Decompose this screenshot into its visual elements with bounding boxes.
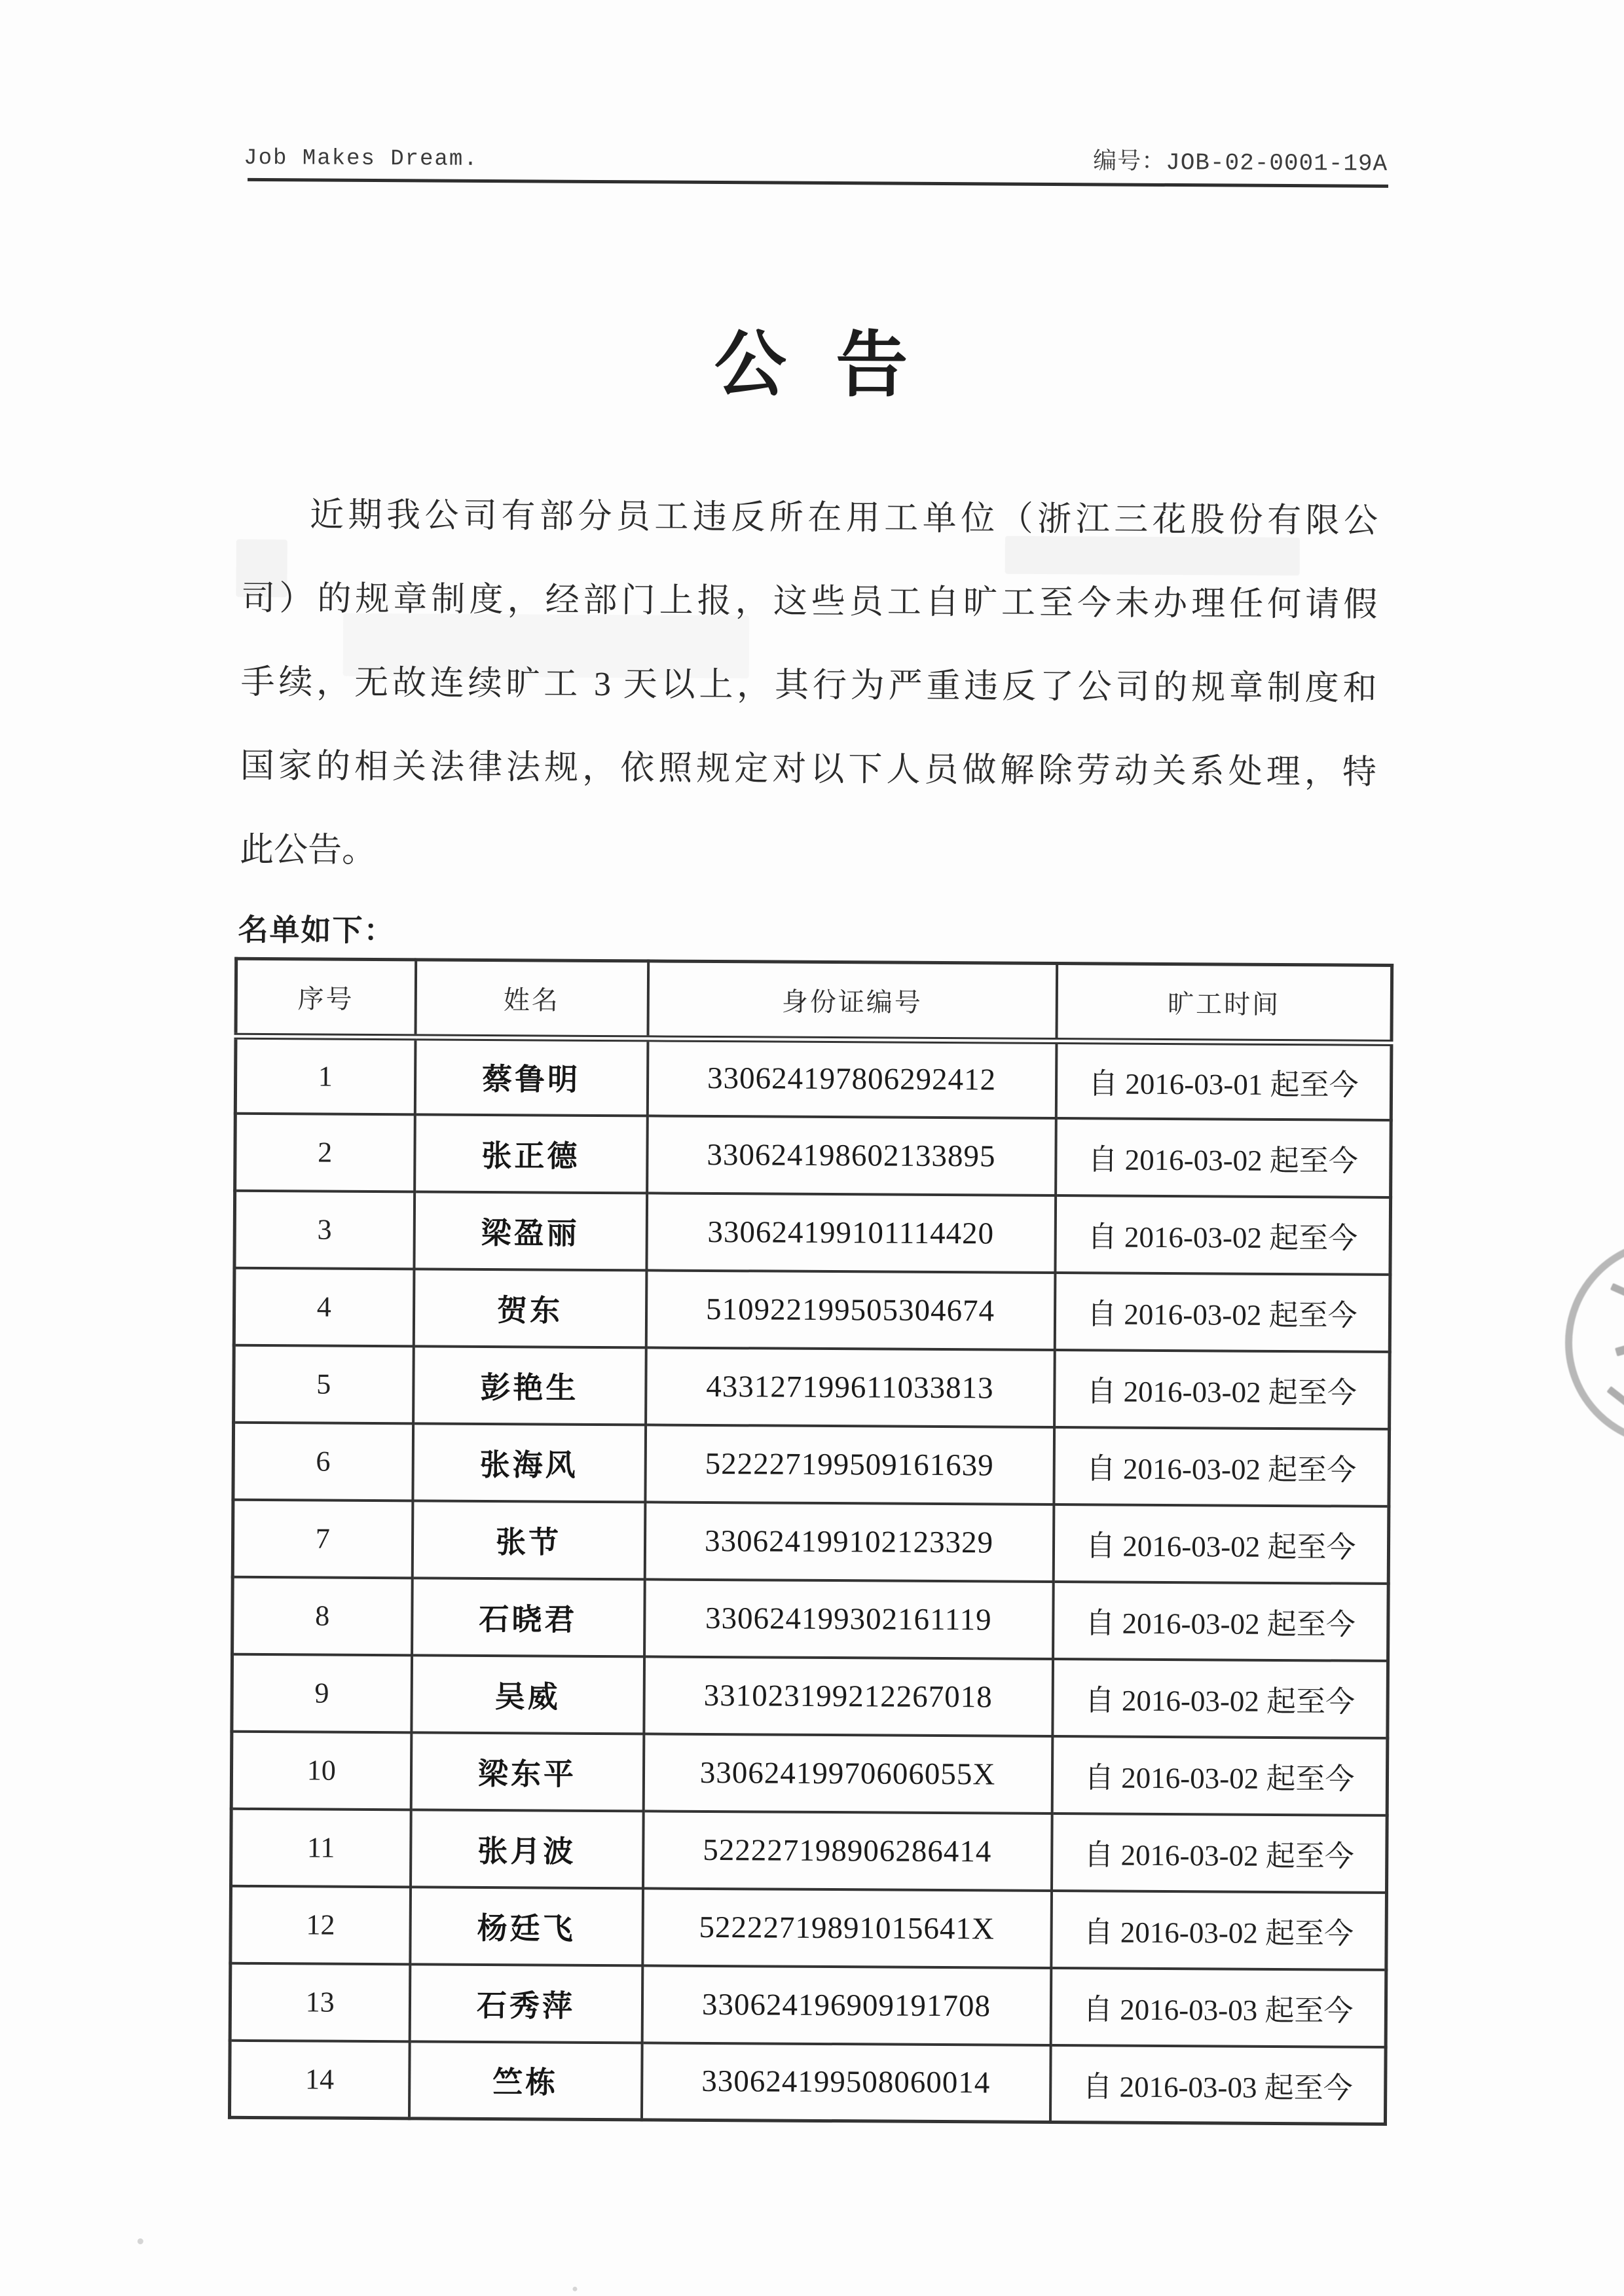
table-row [231,1731,1388,1815]
cell-index: 4 [234,1267,414,1346]
cell-absence-period: 自 2016-03-02 起至今 [1052,1813,1388,1892]
cell-index: 13 [230,1963,410,2041]
cell-employee-name: 石秀萍 [409,1964,642,2043]
cell-absence-period: 自 2016-03-03 起至今 [1050,2045,1386,2124]
cell-id-number: 522227199509161639 [645,1425,1054,1504]
table-row [234,1345,1390,1429]
table-row [231,1808,1388,1892]
cell-index: 5 [234,1345,414,1423]
table-row [235,1113,1392,1197]
cell-absence-period: 自 2016-03-02 起至今 [1054,1427,1390,1506]
body-line: 司）的规章制度，经部门上报，这些员工自旷工至今未办理任何请假 [241,579,1378,624]
cell-index: 6 [233,1422,413,1501]
cell-employee-name: 梁东平 [411,1732,644,1811]
cell-index: 10 [231,1731,411,1810]
list-label: 名单如下： [238,913,396,948]
cell-absence-period: 自 2016-03-02 起至今 [1051,1890,1387,1969]
cell-absence-period: 自 2016-03-02 起至今 [1052,1736,1388,1815]
header-divider-line [248,178,1388,188]
page-header [244,137,1388,177]
cell-index: 12 [231,1886,411,1964]
cell-absence-period: 自 2016-03-02 起至今 [1055,1195,1391,1275]
cell-absence-period: 自 2016-03-02 起至今 [1056,1118,1392,1197]
cell-id-number: 331023199212267018 [644,1656,1053,1736]
document-number-label: 编号： [1093,149,1166,176]
cell-employee-name: 彭艳生 [413,1346,646,1425]
cell-employee-name: 贺东 [413,1269,646,1347]
cell-id-number: 330624199302161119 [644,1579,1054,1659]
table-row [232,1654,1388,1738]
table-row [231,1886,1387,1969]
cell-employee-name: 竺栋 [409,2041,642,2120]
cell-index: 14 [229,2040,409,2119]
cell-employee-name: 吴威 [411,1655,644,1734]
seal-stroke [1615,1340,1624,1357]
column-header-absence-period: 旷工时间 [1056,964,1392,1043]
table-row [232,1499,1389,1583]
table-body [229,1036,1391,2124]
cell-id-number: 330624199102123329 [644,1502,1054,1582]
column-header-id-number: 身份证编号 [648,961,1057,1041]
cell-absence-period: 自 2016-03-02 起至今 [1054,1350,1390,1429]
table-row [235,1036,1392,1120]
cell-absence-period: 自 2016-03-03 起至今 [1050,1967,1386,2047]
cell-employee-name: 石晓君 [412,1578,645,1656]
table-header-row [236,958,1392,1042]
cell-id-number: 522227198906286414 [643,1811,1052,1891]
cell-index: 11 [231,1808,411,1887]
cell-employee-name: 张海风 [413,1423,646,1502]
cell-employee-name: 张正德 [415,1114,648,1193]
cell-id-number: 330624199508060014 [641,2043,1050,2123]
dismissal-roster-table [228,957,1393,2126]
table-row [234,1190,1391,1274]
cell-id-number: 330624197806292412 [647,1038,1056,1118]
cell-id-number: 33062419970606055X [643,1734,1052,1813]
cell-id-number: 433127199611033813 [646,1347,1055,1427]
cell-index: 3 [234,1190,415,1269]
cell-absence-period: 自 2016-03-02 起至今 [1053,1581,1389,1660]
table-row [232,1576,1389,1660]
document-number [1093,142,1388,177]
cell-absence-period: 自 2016-03-02 起至今 [1053,1504,1389,1583]
table-row [229,2040,1386,2124]
company-slogan: Job Makes Dream. [244,145,479,172]
scan-speck [138,2238,143,2244]
cell-index: 2 [235,1113,415,1192]
cell-id-number: 510922199505304674 [646,1270,1055,1350]
cell-employee-name: 杨廷飞 [410,1887,643,1965]
document-number-value: JOB-02-0001-19A [1166,149,1388,177]
column-header-index: 序号 [236,958,416,1037]
cell-employee-name: 梁盈丽 [414,1192,647,1270]
cell-employee-name: 蔡鲁明 [415,1037,648,1116]
body-line: 国家的相关法律法规，依照规定对以下人员做解除劳动关系处理，特 [240,747,1377,792]
cell-absence-period: 自 2016-03-01 起至今 [1056,1041,1392,1120]
cell-id-number: 330624198602133895 [647,1116,1056,1195]
cell-index: 8 [232,1576,413,1655]
column-header-name: 姓名 [415,960,648,1038]
cell-id-number: 330624199101114420 [646,1193,1056,1273]
cell-id-number: 52222719891015641X [642,1888,1052,1968]
table-row [233,1422,1390,1506]
table-row [234,1267,1390,1351]
seal-stroke [1606,1386,1624,1406]
cell-index: 1 [235,1036,415,1114]
page-title: 公 告 [714,324,908,406]
cell-employee-name: 张月波 [411,1810,644,1888]
body-line: 此公告。 [239,831,377,870]
cell-id-number: 330624196909191708 [642,1965,1051,2045]
scan-speck [572,2287,577,2291]
cell-index: 9 [232,1654,412,1732]
body-line: 近期我公司有部分员工违反所在用工单位（浙江三花股份有限公 [309,496,1378,540]
seal-stroke [1610,1283,1624,1303]
cell-absence-period: 自 2016-03-02 起至今 [1054,1273,1390,1352]
cell-employee-name: 张节 [412,1501,645,1579]
cell-absence-period: 自 2016-03-02 起至今 [1052,1658,1388,1738]
body-line: 手续，无故连续旷工 3 天以上，其行为严重违反了公司的规章制度和 [240,663,1377,708]
cell-index: 7 [232,1499,413,1578]
announcement-body [240,473,1378,899]
table-row [230,1963,1386,2047]
